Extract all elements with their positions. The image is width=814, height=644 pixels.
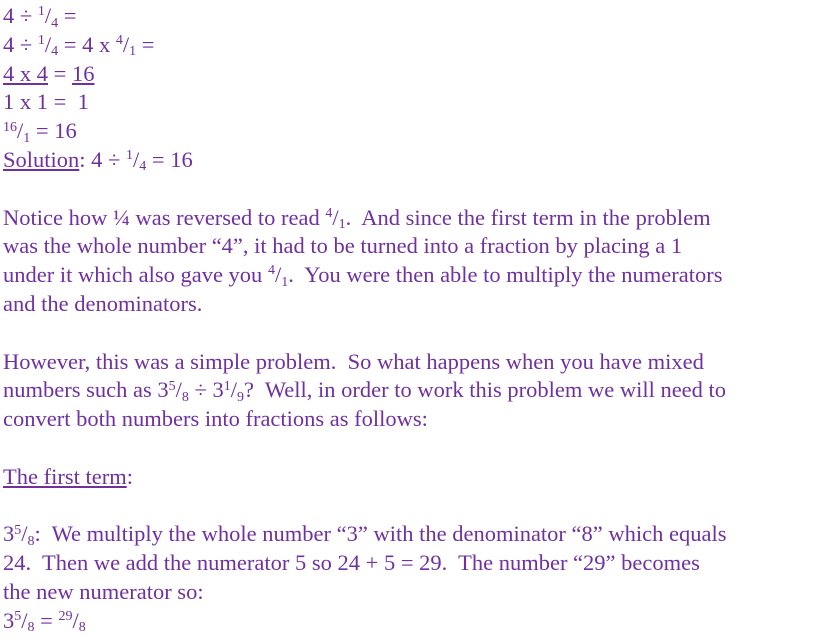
- equation-text: : 4 ÷: [79, 146, 127, 172]
- equation-line-5: [3, 117, 813, 146]
- equation-line-2: [3, 31, 813, 60]
- numerator-result: 16: [71, 60, 95, 86]
- paragraph-text: 24. Then we add the numerator 5 so 24 + 5 = 29. The number “29” becomes: [3, 550, 700, 576]
- fraction-slash: /: [21, 607, 28, 633]
- denominator: 1: [23, 130, 31, 146]
- equation-line-4: [3, 88, 813, 117]
- numerator: 29: [58, 609, 73, 625]
- equation-text: = 4 x: [58, 31, 116, 57]
- solution-label: Solution: [3, 146, 80, 172]
- fraction-slash: /: [21, 521, 28, 547]
- denominator: 4: [139, 159, 147, 175]
- numerator: 5: [14, 522, 22, 538]
- equation-line-1: [3, 2, 813, 31]
- numerator: 1: [126, 148, 134, 164]
- equation-text: =: [34, 607, 59, 633]
- fraction-slash: /: [122, 31, 130, 57]
- denominator: 8: [181, 389, 189, 405]
- denominator: 9: [237, 389, 244, 405]
- paragraph-text: and the denominators.: [3, 290, 203, 316]
- first-term-heading: [3, 463, 813, 492]
- paragraph-text: : We multiply the whole number “3” with the denominator “8” which equals: [34, 521, 727, 547]
- equation-text: 4 ÷: [3, 31, 38, 57]
- paragraph-3-line-1: [3, 520, 813, 549]
- paragraph-2-line-2: [3, 376, 813, 405]
- equation-text: =: [48, 60, 72, 86]
- fraction-slash: /: [44, 3, 52, 28]
- whole-number: 3: [3, 607, 15, 633]
- final-equation: [3, 607, 813, 636]
- paragraph-text: However, this was a simple problem. So what happens when you have mixed: [3, 348, 704, 374]
- paragraph-1-line-2: [3, 232, 813, 261]
- denominator: 8: [27, 533, 35, 549]
- paragraph-text: . You were then able to multiply the numerators: [288, 262, 723, 288]
- numerator: 5: [14, 609, 22, 625]
- paragraph-2-line-3: [3, 405, 813, 434]
- fraction-slash: /: [133, 146, 140, 172]
- paragraph-2-line-1: [3, 348, 813, 377]
- document-body: [3, 2, 813, 636]
- paragraph-text: . And since the first term in the problem: [345, 204, 711, 230]
- numerator-product: 4 x 4: [3, 60, 48, 86]
- paragraph-text: numbers such as 3: [3, 377, 169, 403]
- denominator: 4: [51, 44, 59, 60]
- denominator: 1: [338, 217, 346, 233]
- equation-text: =: [58, 3, 77, 28]
- whole-number: 3: [3, 521, 15, 547]
- paragraph-text: was the whole number “4”, it had to be turned into a fraction by placing a 1: [3, 233, 683, 259]
- fraction-slash: /: [17, 118, 24, 144]
- equation-text: = 16: [30, 118, 77, 144]
- solution-line: [3, 146, 813, 175]
- fraction-slash: /: [44, 31, 52, 57]
- denominator: 1: [281, 274, 289, 290]
- denominator: 1: [129, 44, 137, 60]
- spacer: [3, 492, 813, 521]
- numerator: 1: [223, 378, 231, 394]
- equation-text: =: [136, 31, 155, 57]
- paragraph-text: the new numerator so:: [3, 578, 204, 604]
- numerator: 5: [168, 378, 176, 394]
- numerator: 4: [267, 263, 275, 279]
- paragraph-text: convert both numbers into fractions as follows:: [3, 406, 428, 432]
- paragraph-1-line-1: [3, 204, 813, 233]
- equation-text: 4 ÷: [3, 3, 38, 28]
- paragraph-1-line-4: [3, 290, 813, 319]
- equation-text: = 16: [146, 146, 193, 172]
- paragraph-3-line-2: [3, 549, 813, 578]
- spacer: [3, 319, 813, 348]
- numerator: 1: [37, 4, 45, 20]
- fraction-slash: /: [332, 204, 339, 230]
- numerator: 4: [115, 33, 123, 49]
- denominator-product: 1 x 1 = 1: [3, 89, 89, 115]
- heading-colon: :: [126, 463, 133, 489]
- paragraph-text: ÷ 3: [188, 377, 224, 403]
- paragraph-1-line-3: [3, 261, 813, 290]
- paragraph-text: ? Well, in order to work this problem we will need to: [244, 377, 727, 403]
- fraction-slash: /: [274, 262, 282, 288]
- numerator: 1: [37, 33, 45, 49]
- fraction-slash: /: [72, 607, 79, 633]
- paragraph-text: Notice how ¼ was reversed to read: [3, 204, 326, 230]
- denominator: 8: [78, 620, 86, 636]
- fraction-slash: /: [175, 377, 182, 403]
- denominator: 8: [27, 620, 35, 636]
- fraction-slash: /: [230, 377, 237, 403]
- numerator: 16: [3, 119, 17, 135]
- paragraph-3-line-3: [3, 578, 813, 607]
- numerator: 4: [325, 205, 333, 221]
- section-heading: The first term: [3, 463, 127, 489]
- spacer: [3, 175, 813, 204]
- paragraph-text: under it which also gave you: [3, 262, 268, 288]
- denominator: 4: [51, 15, 59, 31]
- equation-line-3: [3, 60, 813, 89]
- spacer: [3, 434, 813, 463]
